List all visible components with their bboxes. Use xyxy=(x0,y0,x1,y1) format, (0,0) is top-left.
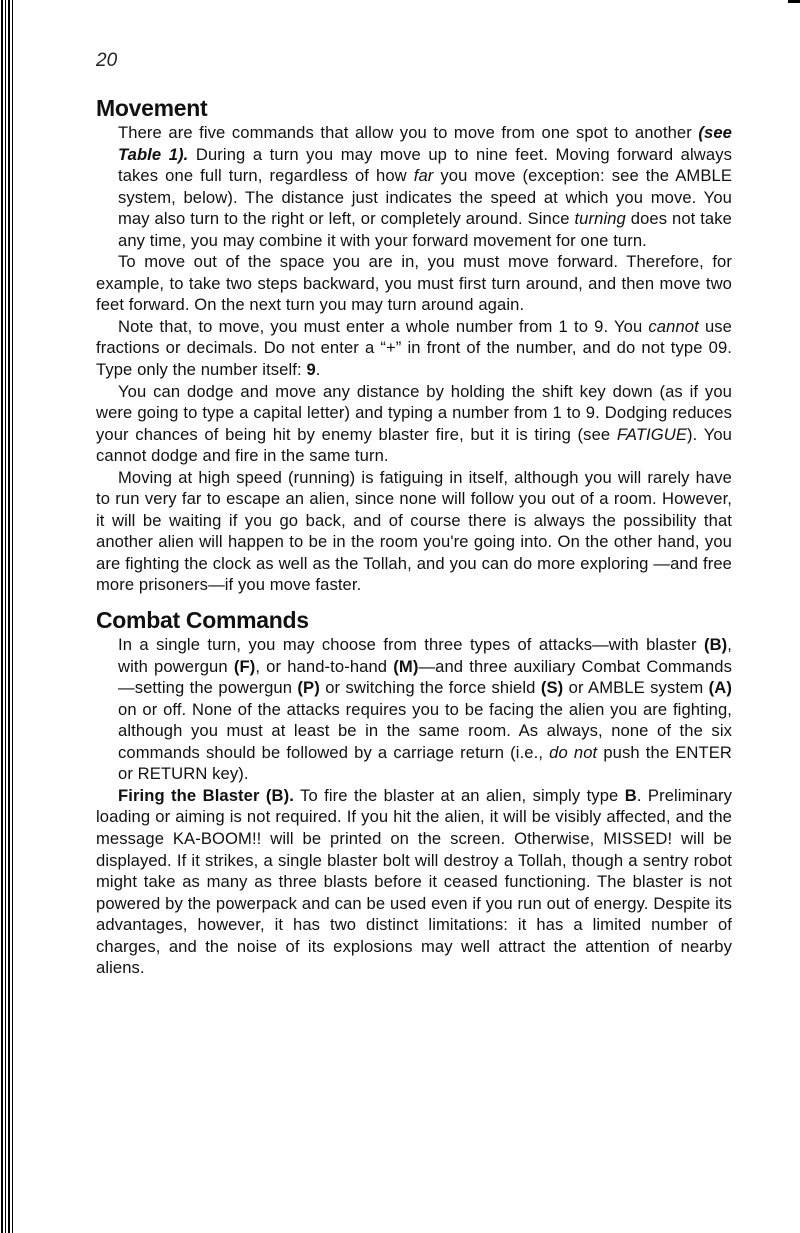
movement-paragraph-2: To move out of the space you are in, you must move forward. Therefore, for example, to take two steps backward, you must first turn around, and then move two feet forward. On the next turn you may turn around again. xyxy=(96,252,732,315)
subheading-firing-the-blaster: Firing the Blaster (B). xyxy=(118,785,294,805)
binding-edge xyxy=(0,0,14,1233)
movement-paragraph-5: Moving at high speed (running) is fatiguing in itself, although you will rarely have to run very far to escape an alien, since none will follow you out of a room. However, it will be waiting if you go back, and of course there is always the possibility that another alien will happen to be in the room you're going into. On the other hand, you are fighting the clock as well as the Tollah, and you can do more exploring —and free more prisoners—if you move faster. xyxy=(96,467,732,595)
corner-mark xyxy=(788,0,800,3)
section-heading-combat-commands: Combat Commands xyxy=(96,607,309,634)
movement-paragraph-1: There are five commands that allow you to move from one spot to another (see Table 1). During a turn you may move up to nine feet. Moving forward always takes one full turn, regardless of how far you move (exception: see the AMBLE system, below). The distance just indicates the speed at which you move. You may also turn to the right or left, or completely around. Since turning does not take any time, you may combine it with your forward movement for one turn. xyxy=(118,123,732,250)
page-number: 20 xyxy=(96,50,118,71)
movement-paragraph-4: You can dodge and move any distance by holding the shift key down (as if you were going to type a capital letter) and typing a number from 1 to 9. Dodging reduces your chances of being hit by enemy blaster fire, but it is tiring (see FATIGUE). You cannot dodge and fire in the same turn. xyxy=(96,381,732,466)
movement-paragraph-3: Note that, to move, you must enter a whole number from 1 to 9. You cannot use fractions or decimals. Do not enter a “+” in front of the number, and do not type 09. Type only the number itself: 9. xyxy=(96,316,732,380)
table-reference: (see Table 1). xyxy=(118,123,732,164)
combat-paragraph-firing-blaster: Firing the Blaster (B). To fire the blaster at an alien, simply type B. Preliminary loading or aiming is not required. If you hit the alien, it will be visibly affected, and the message KA-BOOM!! will be printed on the screen. Otherwise, MISSED! will be displayed. If it strikes, a single blaster bolt will destroy a Tollah, though a sentry robot might take as many as three blasts before it ceased functioning. The blaster is not powered by the powerpack and can be used even if you run out of energy. Despite its advantages, however, it has two distinct limitations: it has a limited number of charges, and the noise of its explosions may well attract the attention of nearby aliens. xyxy=(96,785,732,978)
section-heading-movement: Movement xyxy=(96,95,208,121)
page-body xyxy=(96,94,732,979)
combat-paragraph-1: In a single turn, you may choose from three types of attacks—with blaster (B), with powergun (F), or hand-to-hand (M)—and three auxiliary Combat Commands—setting the powergun (P) or switching the force shield (S) or AMBLE system (A) on or off. None of the attacks requires you to be facing the alien you are fighting, although you must at least be in the same room. As always, none of the six commands should be followed by a carriage return (i.e., do not push the ENTER or RETURN key). xyxy=(118,635,733,784)
